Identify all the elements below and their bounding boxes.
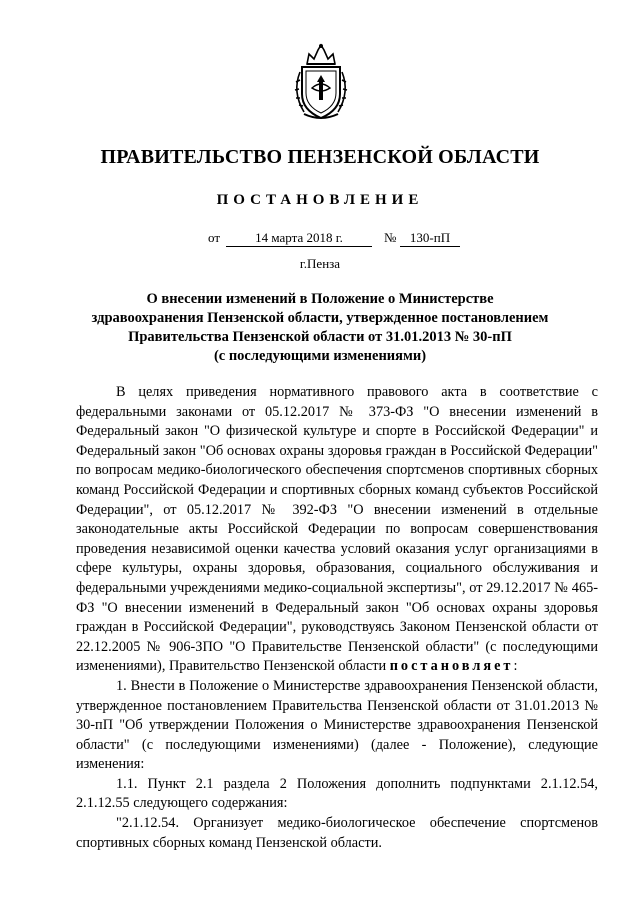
decree-keyword: постановляет [389,658,514,675]
number-prefix: № [384,230,397,245]
document-body [76,383,598,853]
subject-line: (с последующими изменениями) [213,348,427,364]
subject-line: Правительства Пензенской области от 31.01.2013 № 30-пП [128,329,512,345]
subject-line: здравоохранения Пензенской области, утвержденное постановлением [91,310,549,326]
body-paragraph [76,383,598,677]
body-paragraph: 1. Внести в Положение о Министерстве здравоохранения Пензенской области, утвержденное постановлением Правительства Пензенской области от 31.01.2013 № 30-пП "Об утверждении Положения о Министерстве здравоохранения Пензенской области" (с последующими изменениями) (далее - Положение), следующие изменения: [76,677,598,773]
document-number: 130-пП [400,230,460,247]
government-title: ПРАВИТЕЛЬСТВО ПЕНЗЕНСКОЙ ОБЛАСТИ [100,146,540,168]
city-name: г.Пенза [299,256,341,271]
paragraph-text: В целях приведения нормативного правового акта в соответствие с федеральными законами от 05.12.2017 № 373-ФЗ "О внесении изменений в Федеральный закон "О физической культуре и спорте в Российской Федерации" и Федеральный закон "Об основах охраны здоровья граждан в Российской Федерации" по вопросам медико-биологического обеспечения спортсменов спортивных сборных команд Российской Федерации и спортивных сборных команд субъектов Российской Федерации", от 05.12.2017 № 392-ФЗ "О внесении изменений в отдельные законодательные акты Российской Федерации по вопросам совершенствования проведения независимой оценки качества условий оказания услуг организациями в сфере культуры, охраны здоровья, образования, социального обслуживания и федеральными учреждениями медико-социальной экспертизы", от 29.12.2017 № 465-ФЗ "О внесении изменений в Федеральный закон "Об основах охраны здоровья граждан в Российской Федерации", руководствуясь Законом Пензенской области от 22.12.2005 № 906-ЗПО "О Правительстве Пензенской области" (с последующими изменениями), Правительство Пензенской области [76,384,598,675]
body-paragraph: 1.1. Пункт 2.1 раздела 2 Положения дополнить подпунктами 2.1.12.54, 2.1.12.55 следующего содержания: [76,775,598,812]
document-date: 14 марта 2018 г. [226,230,372,247]
paragraph-end: : [513,658,518,675]
document-type-title: ПОСТАНОВЛЕНИЕ [216,192,424,208]
body-paragraph: "2.1.12.54. Организует медико-биологическое обеспечение спортсменов спортивных сборных команд Пензенской области. [76,815,598,851]
subject-line: О внесении изменений в Положение о Министерстве [146,291,494,307]
document-subject [80,290,560,366]
date-prefix: от [208,230,221,245]
coat-of-arms-emblem [290,42,352,122]
